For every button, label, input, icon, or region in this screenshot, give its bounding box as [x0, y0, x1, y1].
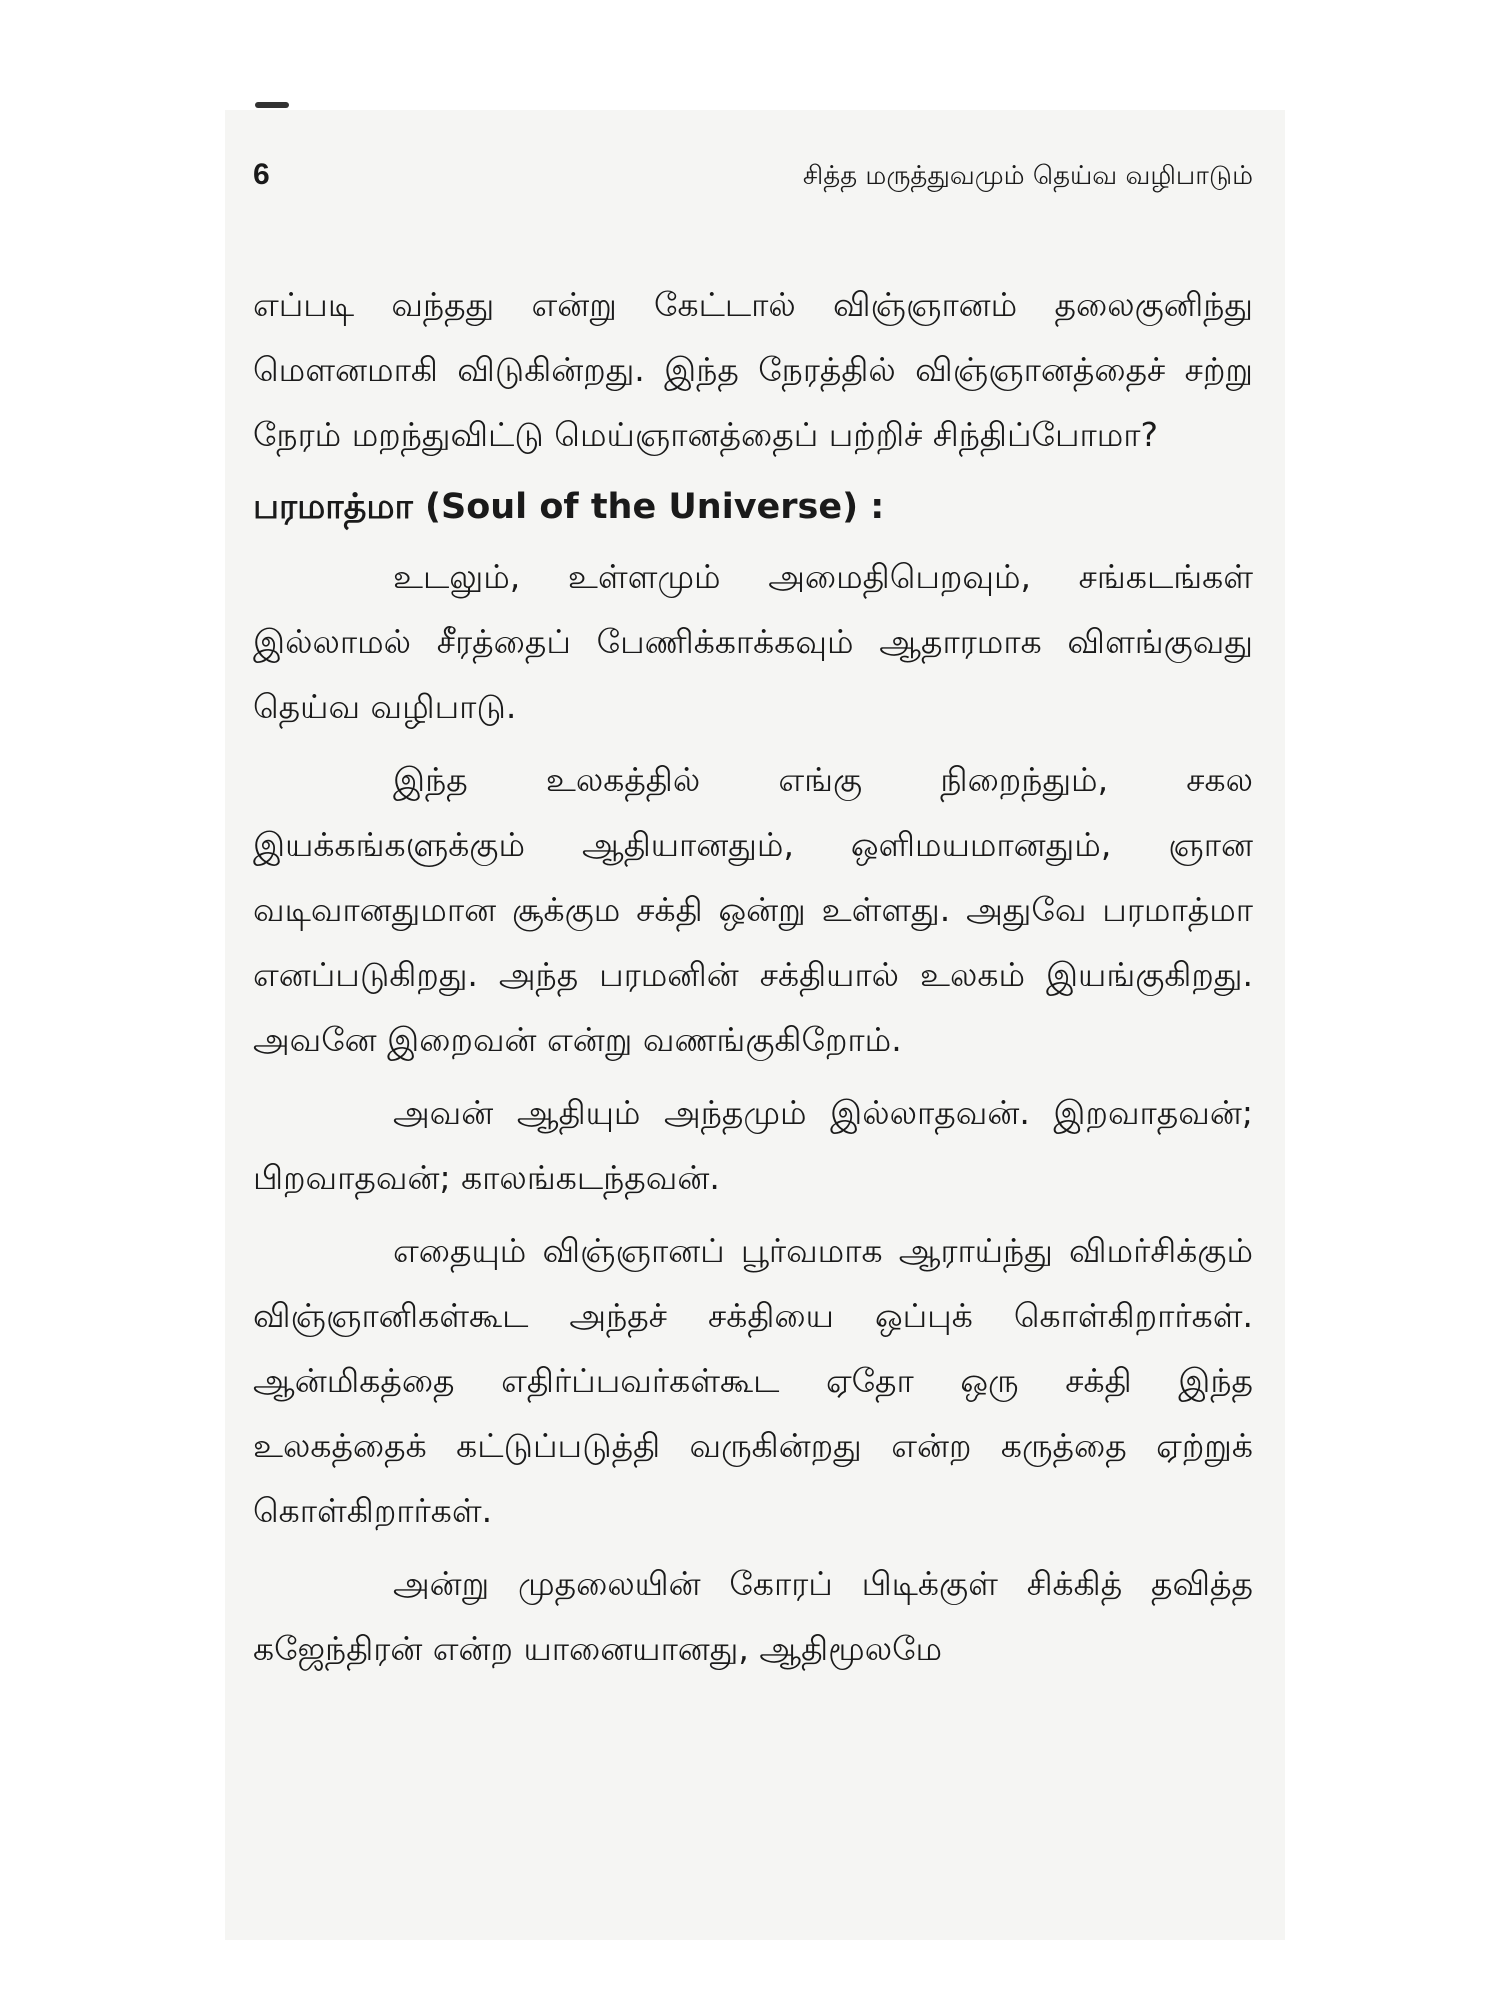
page-number: 6	[253, 158, 270, 191]
section-heading: பரமாத்மா (Soul of the Universe) :	[253, 487, 885, 527]
paragraph-2: இந்த உலகத்தில் எங்கு நிறைந்தும், சகல இயக்கங்களுக்கும் ஆதியானதும், ஒளிமயமானதும், ஞான வடிவானதுமான சூக்கும சக்தி ஒன்று உள்ளது. அதுவே பரமாத்மா எனப்படுகிறது. அந்த பரமனின் சக்தியால் உலகம் இயங்குகிறது. அவனே இறைவன் என்று வணங்குகிறோம்.	[253, 760, 1253, 1059]
book-page	[225, 110, 1285, 1940]
paragraph-4: எதையும் விஞ்ஞானப் பூர்வமாக ஆராய்ந்து விமர்சிக்கும் விஞ்ஞானிகள்கூட அந்தச் சக்தியை ஒப்புக் கொள்கிறார்கள். ஆன்மிகத்தை எதிர்ப்பவர்கள்கூட ஏதோ ஒரு சக்தி இந்த உலகத்தைக் கட்டுப்படுத்தி வருகின்றது என்ற கருத்தை ஏற்றுக் கொள்கிறார்கள்.	[253, 1231, 1253, 1530]
paragraph-1: உடலும், உள்ளமும் அமைதிபெறவும், சங்கடங்கள் இல்லாமல் சீரத்தைப் பேணிக்காக்கவும் ஆதாரமாக விளங்குவது தெய்வ வழிபாடு.	[253, 557, 1253, 726]
page-content	[253, 272, 1253, 1681]
paragraph-3: அவன் ஆதியும் அந்தமும் இல்லாதவன். இறவாதவன்; பிறவாதவன்; காலங்கடந்தவன்.	[253, 1093, 1253, 1197]
running-title: சித்த மருத்துவமும் தெய்வ வழிபாடும்	[802, 161, 1253, 191]
paragraph-5: அன்று முதலையின் கோரப் பிடிக்குள் சிக்கித் தவித்த கஜேந்திரன் என்ற யானையானது, ஆதிமூலமே	[253, 1564, 1253, 1668]
page-header	[253, 158, 1253, 194]
paragraph-continued: எப்படி வந்தது என்று கேட்டால் விஞ்ஞானம் தலைகுனிந்து மௌனமாகி விடுகின்றது. இந்த நேரத்தில் விஞ்ஞானத்தைச் சற்று நேரம் மறந்துவிட்டு மெய்ஞானத்தைப் பற்றிச் சிந்திப்போமா?	[253, 285, 1253, 454]
page-edge-mark	[255, 102, 289, 108]
